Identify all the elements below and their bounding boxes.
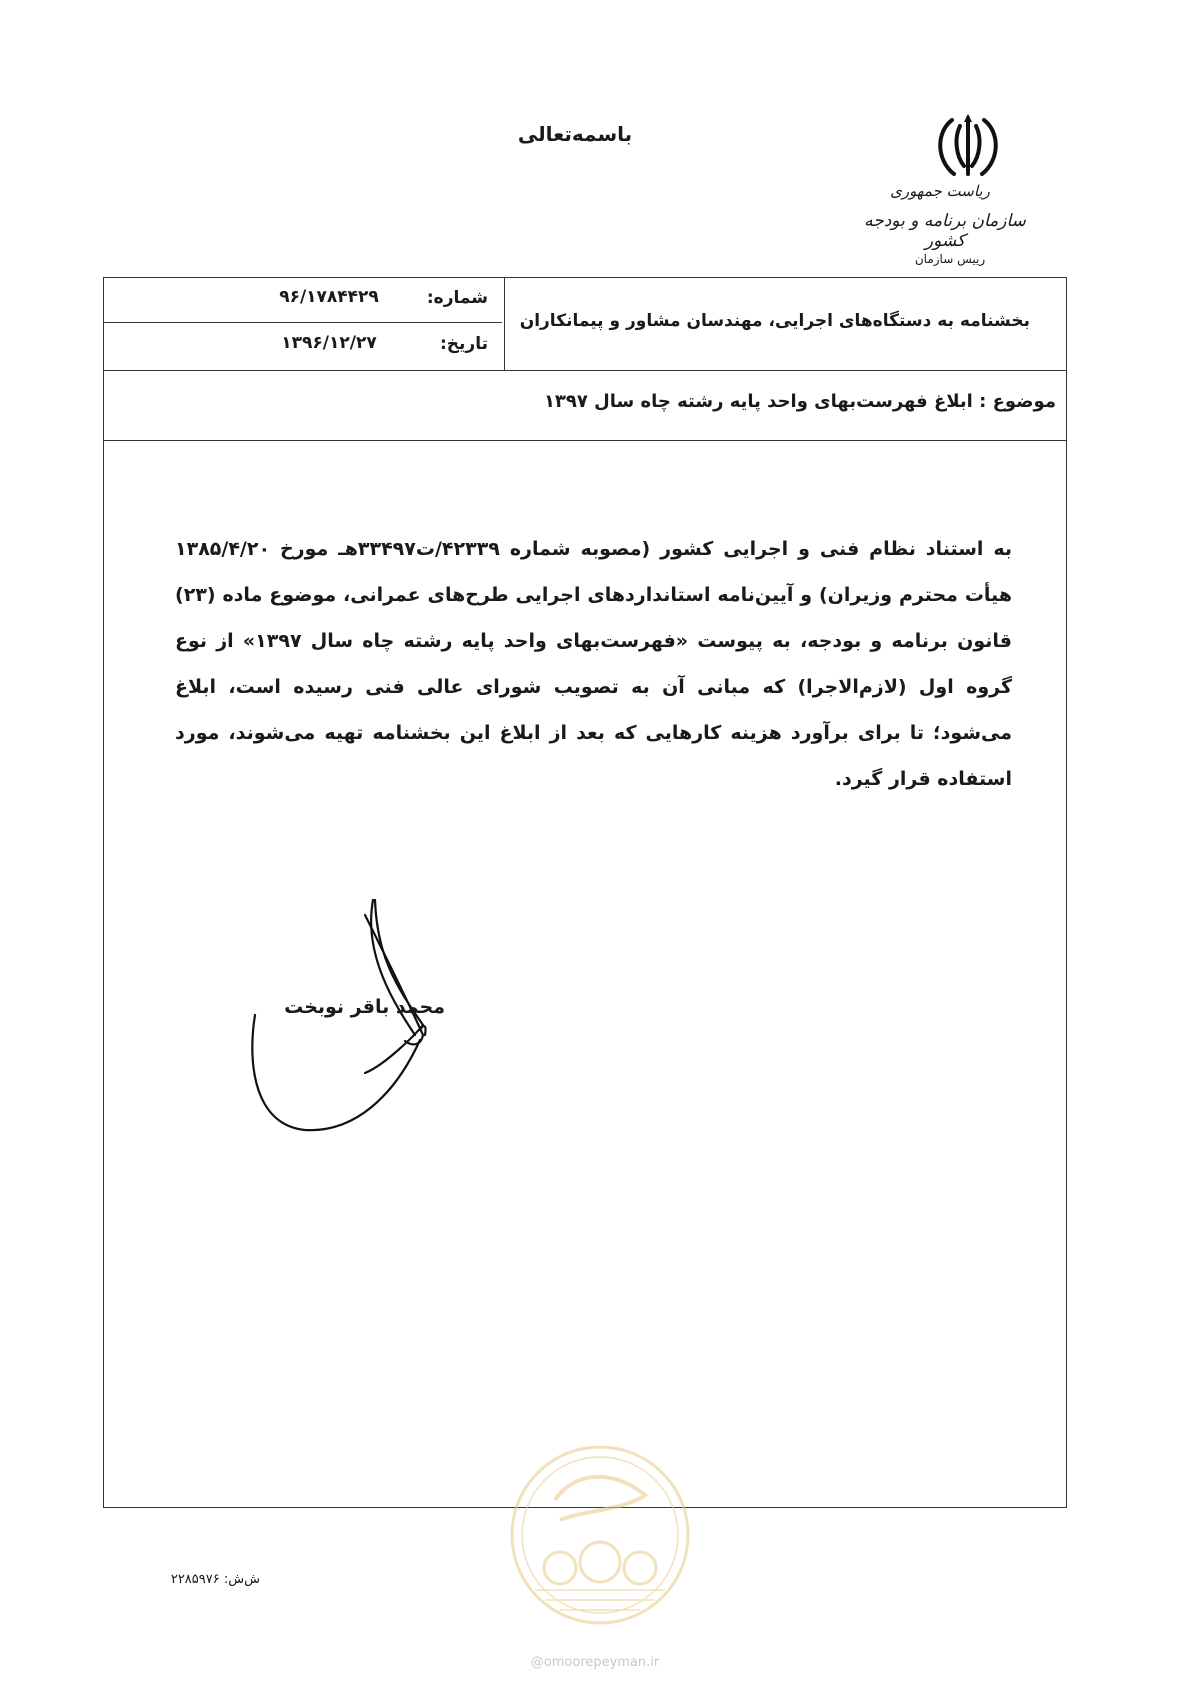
header-divider	[504, 278, 505, 370]
org-line-organization: سازمان برنامه و بودجه کشور	[864, 211, 1026, 251]
org-line-presidency: ریاست جمهوری	[890, 182, 990, 200]
iran-emblem-icon	[928, 112, 1008, 184]
omoor-peyman-watermark-logo	[505, 1440, 695, 1630]
header-bottom-line	[104, 370, 1066, 371]
letter-frame	[103, 277, 1067, 1508]
recipients: بخشنامه به دستگاه‌های اجرایی، مهندسان مشاور و پیمانکاران	[519, 311, 1030, 331]
meta-row-divider	[104, 322, 502, 323]
website-url: @omoorepeyman.ir	[530, 1655, 660, 1670]
body-paragraph: به استناد نظام فنی و اجرایی کشور (مصوبه شماره ۴۲۳۳۹/ت۳۳۴۹۷هـ مورخ ۱۳۸۵/۴/۲۰ هیأت محترم وزیران) و آیین‌نامه استانداردهای اجرایی طرح‌های عمرانی، موضوع ماده (۲۳) قانون برنامه و بودجه، به پیوست «فهرست‌بهای واحد پایه رشته چاه سال ۱۳۹۷» از نوع گروه اول (لازم‌الاجرا) که مبانی آن به تصویب شورای عالی فنی رسیده است، ابلاغ می‌شود؛ تا برای برآورد هزینه کارهایی که بعد از ابلاغ این بخشنامه تهیه می‌شوند، مورد استفاده قرار گیرد.	[175, 538, 1012, 790]
signer-name: محمد باقر نوبخت	[284, 996, 445, 1018]
subject-line: موضوع : ابلاغ فهرست‌بهای واحد پایه رشته چاه سال ۱۳۹۷	[543, 391, 1056, 412]
org-line-head: رییس سازمان	[914, 252, 986, 266]
number-label: شماره:	[426, 288, 488, 308]
date-value: ۱۳۹۶/۱۲/۲۷	[281, 333, 377, 353]
basmala-heading: باسمه‌تعالی	[517, 122, 633, 146]
subject-bottom-line	[104, 440, 1066, 441]
number-value: ۹۶/۱۷۸۴۴۲۹	[279, 287, 379, 307]
date-label: تاریخ:	[440, 334, 488, 354]
footer-reference: ش‌ش: ۲۲۸۵۹۷۶	[170, 1572, 260, 1587]
